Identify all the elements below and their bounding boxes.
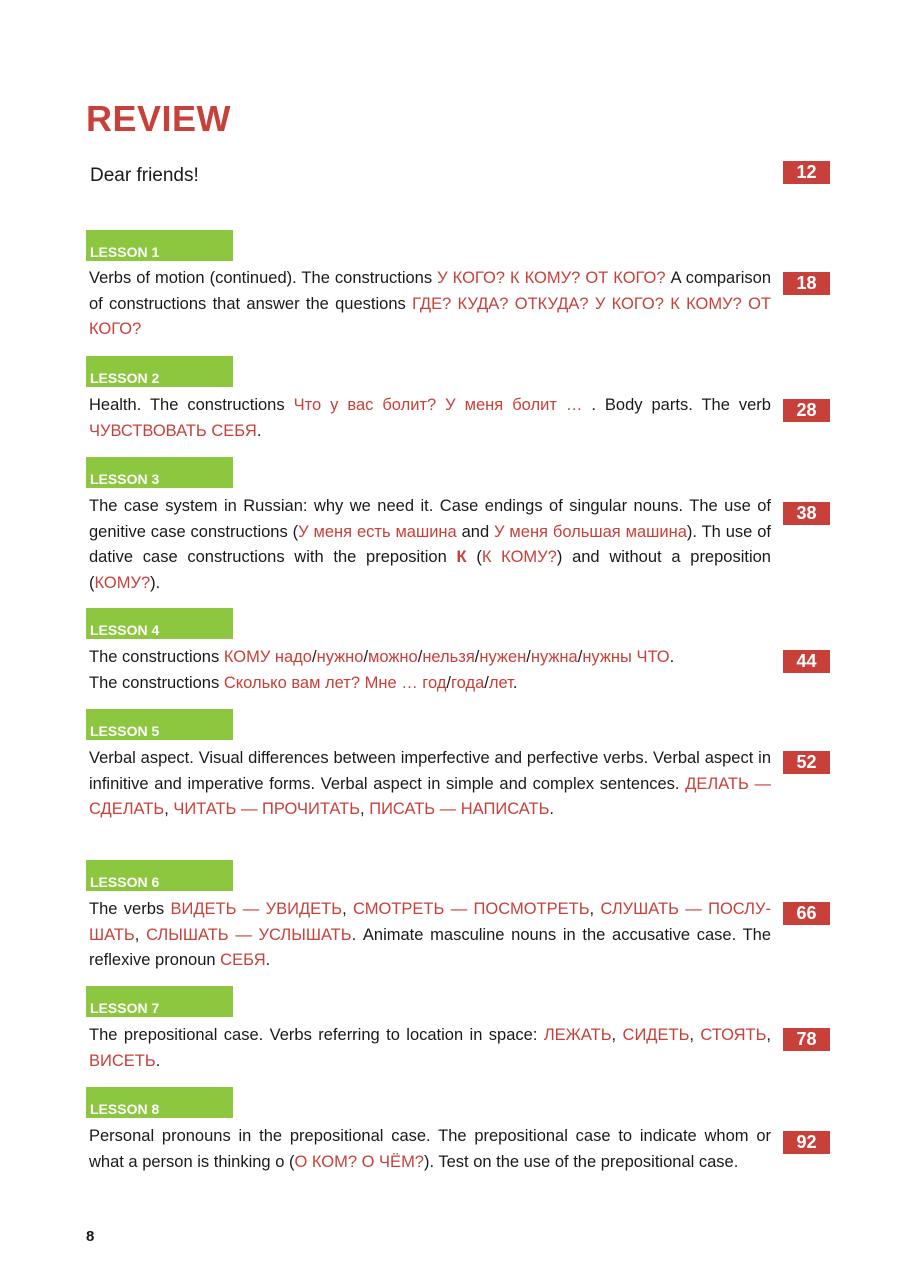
description-text: . <box>669 648 675 666</box>
lesson-description-1 <box>89 266 771 343</box>
description-text: / <box>446 673 451 692</box>
russian-term: года <box>451 673 485 692</box>
description-text: / <box>474 648 480 666</box>
description-text: . <box>265 951 271 969</box>
lesson-page-badge-5[interactable]: 52 <box>783 751 830 774</box>
lesson-tag-8: LESSON 8 <box>86 1087 233 1118</box>
description-text: / <box>484 673 489 692</box>
description-text: ( <box>466 548 482 566</box>
lesson-tag-5: LESSON 5 <box>86 709 233 740</box>
lesson-tag-3: LESSON 3 <box>86 457 233 488</box>
lesson-page-badge-2[interactable]: 28 <box>783 399 830 422</box>
russian-term: нужны ЧТО <box>582 648 670 666</box>
lesson-description-7 <box>89 1023 771 1074</box>
russian-term: У меня есть машина <box>298 522 457 541</box>
lesson-description-4 <box>89 645 771 696</box>
description-text: , <box>611 1026 623 1044</box>
description-text: . <box>512 673 518 692</box>
description-text: The constructions <box>89 673 224 692</box>
description-text: The verbs <box>89 900 171 918</box>
russian-term: ПИСАТЬ — НАПИСАТЬ <box>369 800 550 818</box>
description-text: The case system in Russian: why we need it. Case endings of singular nouns. The use of genitive case constructions ( <box>89 497 771 541</box>
description-text: / <box>577 648 583 666</box>
page-title: REVIEW <box>86 98 232 139</box>
russian-term: нужно <box>316 648 364 666</box>
lesson-tag-2: LESSON 2 <box>86 356 233 387</box>
description-text: , <box>164 800 174 818</box>
page-number: 8 <box>86 1228 95 1245</box>
lesson-description-3 <box>89 494 771 596</box>
lesson-tag-1: LESSON 1 <box>86 230 233 261</box>
lesson-description-5 <box>89 746 771 823</box>
description-text: The constructions <box>89 648 224 666</box>
russian-term: нельзя <box>422 648 475 666</box>
russian-term: У КОГО? К КОМУ? ОТ КОГО? <box>437 269 666 287</box>
lesson-page-badge-4[interactable]: 44 <box>783 650 830 673</box>
intro-page-badge[interactable]: 12 <box>783 161 830 184</box>
lesson-tag-6: LESSON 6 <box>86 860 233 891</box>
description-text: / <box>417 648 423 666</box>
description-text: , <box>360 800 370 818</box>
description-text: / <box>526 648 531 666</box>
russian-term: СЛЫШАТЬ — УСЛЫШАТЬ <box>146 925 352 944</box>
description-text: , <box>134 925 147 944</box>
description-text: ). Th use of dative case constructions with the preposition <box>89 522 771 566</box>
description-text: ). <box>150 573 161 592</box>
russian-term: ЧИТАТЬ — ПРОЧИТАТЬ <box>173 800 361 818</box>
description-text: Verbal aspect. Visual differences between imperfective and perfective verbs. Verbal aspect in infinitive and imperative forms. Verbal aspect in simple and complex sentences. <box>89 749 771 793</box>
russian-term: Что у вас болит? У меня болит … <box>293 396 583 414</box>
description-text: , <box>689 1026 701 1044</box>
description-text: , <box>766 1026 771 1044</box>
description-text: Personal pronouns in the prepositional case. The prepositional case to indicate whom or what a person is thinking o ( <box>89 1127 771 1171</box>
description-text: A comparison of constructions that answer the questions <box>89 269 771 313</box>
russian-term: О КОМ? О ЧЁМ? <box>294 1152 424 1171</box>
intro-text: Dear friends! <box>90 165 199 186</box>
description-text: and <box>456 522 495 541</box>
description-text: . <box>549 800 554 818</box>
russian-term: У меня большая машина <box>494 522 687 541</box>
description-text: . <box>155 1051 161 1070</box>
lesson-description-8 <box>89 1124 771 1175</box>
lesson-description-2 <box>89 393 771 444</box>
russian-term: СТОЯТЬ <box>700 1026 767 1044</box>
russian-term: КОМУ надо <box>223 648 312 666</box>
lesson-page-badge-8[interactable]: 92 <box>783 1131 830 1154</box>
russian-term: нужен <box>479 648 527 666</box>
russian-term: ЧУВСТВОВАТЬ СЕБЯ <box>89 421 257 440</box>
russian-term: КОМУ? <box>94 573 151 592</box>
description-text: / <box>311 648 317 666</box>
description-text: / <box>363 648 369 666</box>
description-text: , <box>589 900 601 918</box>
description-text: . Body parts. The verb <box>582 396 771 414</box>
russian-term: лет <box>488 673 513 692</box>
lesson-tag-4: LESSON 4 <box>86 608 233 639</box>
russian-term: К КОМУ? <box>481 548 557 566</box>
russian-term: СМОТРЕТЬ — ПОСМОТРЕТЬ <box>353 900 590 918</box>
russian-term: ВИДЕТЬ — УВИДЕТЬ <box>170 900 343 918</box>
russian-term: ВИСЕТЬ <box>89 1051 156 1070</box>
description-text: , <box>342 900 354 918</box>
russian-term: ДЕЛАТЬ — СДЕЛАТЬ <box>89 774 772 818</box>
description-text: Health. The constructions <box>89 396 294 414</box>
russian-term: ЛЕЖАТЬ <box>543 1026 612 1044</box>
russian-term: Сколько вам лет? Мне … год <box>223 673 447 692</box>
description-text: Verbs of motion (continued). The constructions <box>89 269 438 287</box>
russian-term: можно <box>368 648 418 666</box>
description-text: ). Test on the use of the prepositional case. <box>424 1152 739 1171</box>
lesson-page-badge-6[interactable]: 66 <box>783 902 830 925</box>
russian-term: К <box>456 548 467 566</box>
description-text: . <box>256 421 262 440</box>
description-text: . Animate masculine nouns in the accusative case. The reflexive pronoun <box>89 925 772 969</box>
lesson-page-badge-7[interactable]: 78 <box>783 1028 830 1051</box>
russian-term: СЕБЯ <box>220 951 266 969</box>
lesson-tag-7: LESSON 7 <box>86 986 233 1017</box>
lesson-description-6 <box>89 897 771 974</box>
russian-term: СЛУШАТЬ — ПОСЛУШАТЬ <box>89 900 771 944</box>
description-text: The prepositional case. Verbs referring to location in space: <box>89 1026 544 1044</box>
russian-term: ГДЕ? КУДА? ОТКУДА? У КОГО? К КОМУ? ОТ КОГО? <box>89 294 771 338</box>
description-text: ) and without a preposition ( <box>89 548 771 592</box>
lesson-page-badge-1[interactable]: 18 <box>783 272 830 295</box>
russian-term: СИДЕТЬ <box>622 1026 690 1044</box>
russian-term: нужна <box>530 648 578 666</box>
lesson-page-badge-3[interactable]: 38 <box>783 502 830 525</box>
